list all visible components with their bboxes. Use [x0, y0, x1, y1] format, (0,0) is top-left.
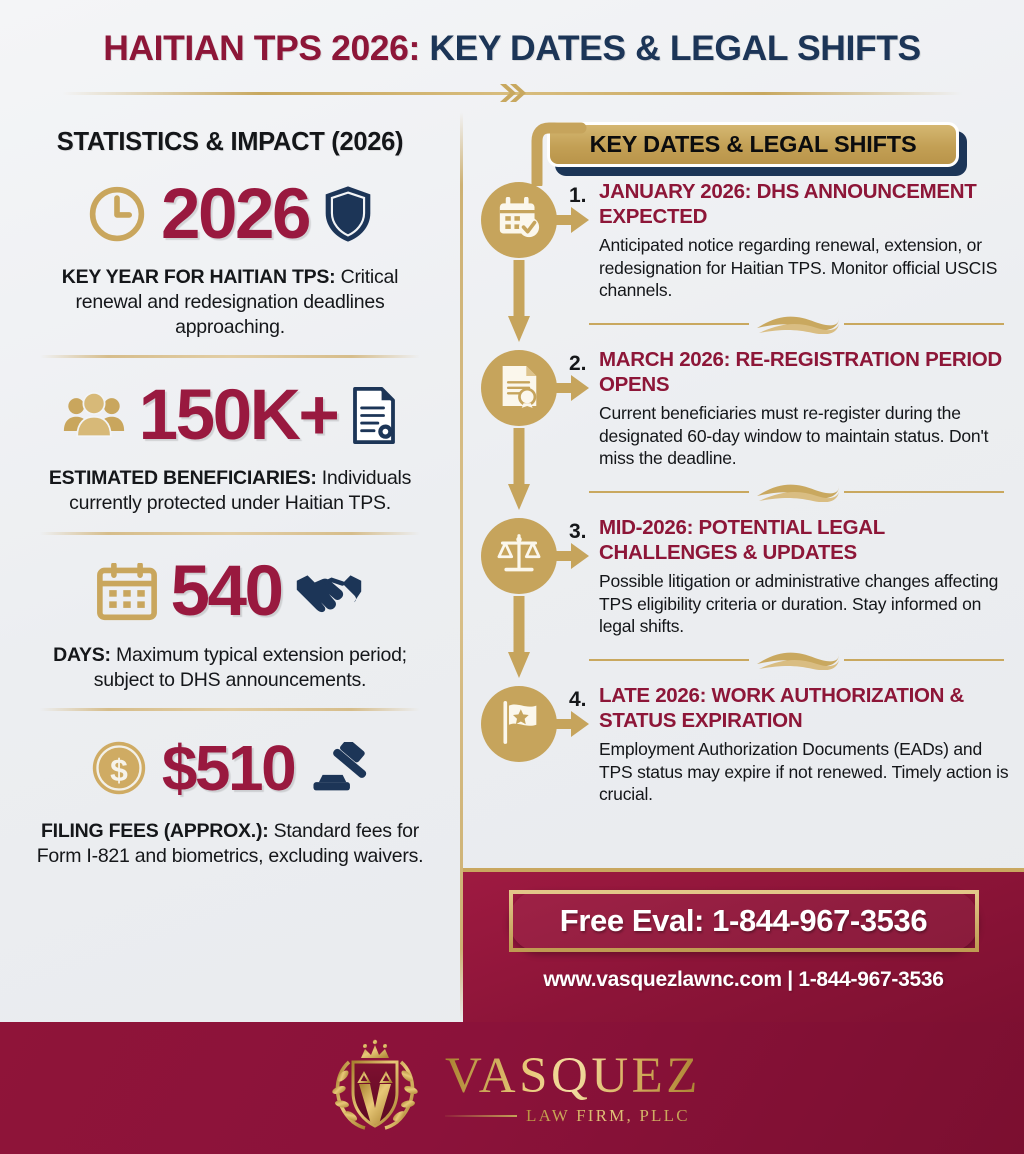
stat-label: ESTIMATED BENEFICIARIES: — [48, 467, 317, 490]
timeline-item-title: MARCH 2026: RE-REGISTRATION PERIOD OPENS — [599, 348, 1002, 396]
stat-row — [22, 171, 438, 257]
timeline-item — [463, 678, 1024, 846]
logo-name: VASQUEZ — [445, 1047, 701, 1104]
gavel-icon — [308, 742, 370, 795]
timeline-icon-circle — [481, 350, 557, 426]
stat-caption — [22, 265, 438, 339]
page-title-part2: KEY DATES & LEGAL SHIFTS — [419, 28, 921, 68]
stat-block-filing-fees — [22, 725, 438, 869]
arrow-down-connector — [507, 596, 531, 680]
timeline-item-body — [599, 180, 1009, 301]
arrow-down-connector — [507, 428, 531, 512]
footer — [0, 1022, 1024, 1154]
stat-label: FILING FEES (APPROX.): — [41, 820, 269, 843]
timeline-item-number: 4. — [569, 688, 587, 711]
stat-row — [22, 725, 438, 811]
timeline-item — [463, 342, 1024, 510]
stat-caption — [22, 643, 438, 693]
free-eval-phone-button[interactable] — [509, 890, 979, 952]
timeline-connector-hook — [481, 122, 591, 186]
timeline-item — [463, 510, 1024, 678]
timeline-item-description: Employment Authorization Documents (EADs) and TPS status may expire if not renewed. Timely action is crucial. — [599, 739, 1009, 804]
logo-wordmark — [445, 1047, 701, 1126]
arrow-down-connector — [507, 260, 531, 344]
cta-button-label: Free Eval: 1-844-967-3536 — [559, 903, 928, 938]
timeline-item-body — [599, 348, 1009, 469]
cta-website-phone-line[interactable]: www.vasquezlawnc.com | 1-844-967-3536 — [543, 968, 944, 991]
timeline-icon-circle — [481, 518, 557, 594]
stat-label: KEY YEAR FOR HAITIAN TPS: — [61, 266, 336, 288]
stat-separator — [40, 355, 420, 358]
stat-description: Individuals currently protected under Haitian TPS. — [69, 467, 412, 514]
timeline-item — [463, 174, 1024, 342]
section-ornament-divider — [589, 312, 1004, 334]
certificate-seal-icon — [499, 364, 539, 413]
statistics-heading: STATISTICS & IMPACT (2026) — [56, 128, 404, 156]
scales-of-justice-icon — [497, 533, 541, 580]
page-title-part1: HAITIAN TPS 2026: — [103, 28, 420, 68]
timeline-item-description: Possible litigation or administrative changes affecting TPS eligibility criteria or duration. Stay informed on legal shifts. — [599, 571, 999, 636]
stat-block-days — [22, 549, 438, 712]
timeline-column — [463, 112, 1024, 868]
flag-icon — [498, 700, 540, 749]
svg-text:$: $ — [109, 752, 128, 789]
stat-block-key-year — [22, 171, 438, 358]
stat-value: 540 — [170, 552, 282, 632]
dollar-coin-icon — [90, 739, 148, 797]
timeline-item-title: LATE 2026: WORK AUTHORIZATION & STATUS EXPIRATION — [599, 684, 965, 732]
timeline-item-title: MID-2026: POTENTIAL LEGAL CHALLENGES & UPDATES — [599, 516, 885, 564]
page-title — [0, 28, 1024, 69]
timeline-icon-circle — [481, 182, 557, 258]
timeline-item-description: Anticipated notice regarding renewal, extension, or redesignation for Haitian TPS. Monitor official USCIS channels. — [599, 235, 998, 300]
stat-description: Standard fees for Form I-821 and biometrics, excluding waivers. — [36, 820, 424, 867]
stat-description: Critical renewal and redesignation deadlines approaching. — [75, 266, 399, 338]
stat-caption — [22, 466, 438, 516]
stat-block-beneficiaries — [22, 372, 438, 535]
stat-separator — [40, 708, 420, 711]
stat-row — [22, 549, 438, 635]
double-chevron-right-icon — [498, 80, 526, 106]
logo-subtitle: LAW FIRM, PLLC — [526, 1105, 690, 1125]
timeline-item-title: JANUARY 2026: DHS ANNOUNCEMENT EXPECTED — [599, 180, 977, 228]
stat-description: Maximum typical extension period; subject to DHS announcements. — [93, 643, 407, 691]
cta-panel — [463, 868, 1024, 1022]
certificate-document-icon — [351, 387, 397, 444]
badge-label: KEY DATES & LEGAL SHIFTS — [589, 131, 917, 157]
shield-icon — [323, 184, 373, 244]
stat-value: 2026 — [161, 174, 309, 254]
calendar-check-icon — [497, 197, 541, 244]
timeline-item-number: 2. — [569, 352, 587, 375]
logo-rule — [445, 1115, 517, 1117]
logo-subtitle-row — [445, 1106, 701, 1126]
section-ornament-divider — [589, 648, 1004, 670]
timeline-item-number: 1. — [569, 184, 587, 207]
stat-value: $510 — [161, 732, 295, 805]
clock-icon — [87, 184, 147, 244]
header — [0, 0, 1024, 112]
timeline-item-body — [599, 516, 1009, 637]
stat-label: DAYS: — [53, 643, 111, 666]
calendar-icon — [97, 563, 157, 621]
timeline-item-description: Current beneficiaries must re-register during the designated 60-day window to maintain status. Don't miss the deadline. — [599, 403, 989, 468]
statistics-column — [0, 112, 460, 1022]
stat-row — [22, 372, 438, 458]
stat-caption — [22, 819, 438, 869]
stat-separator — [40, 532, 420, 535]
stat-value: 150K+ — [138, 375, 338, 455]
timeline-icon-circle — [481, 686, 557, 762]
crest-crown-laurel-scales-icon — [323, 1036, 427, 1140]
timeline-item-number: 3. — [569, 520, 587, 543]
group-people-icon — [63, 390, 125, 440]
timeline-header-badge — [547, 122, 967, 170]
section-ornament-divider — [589, 480, 1004, 502]
timeline-list — [463, 174, 1024, 868]
timeline-item-body — [599, 684, 1009, 805]
badge — [547, 122, 959, 167]
handshake-icon — [295, 570, 363, 613]
